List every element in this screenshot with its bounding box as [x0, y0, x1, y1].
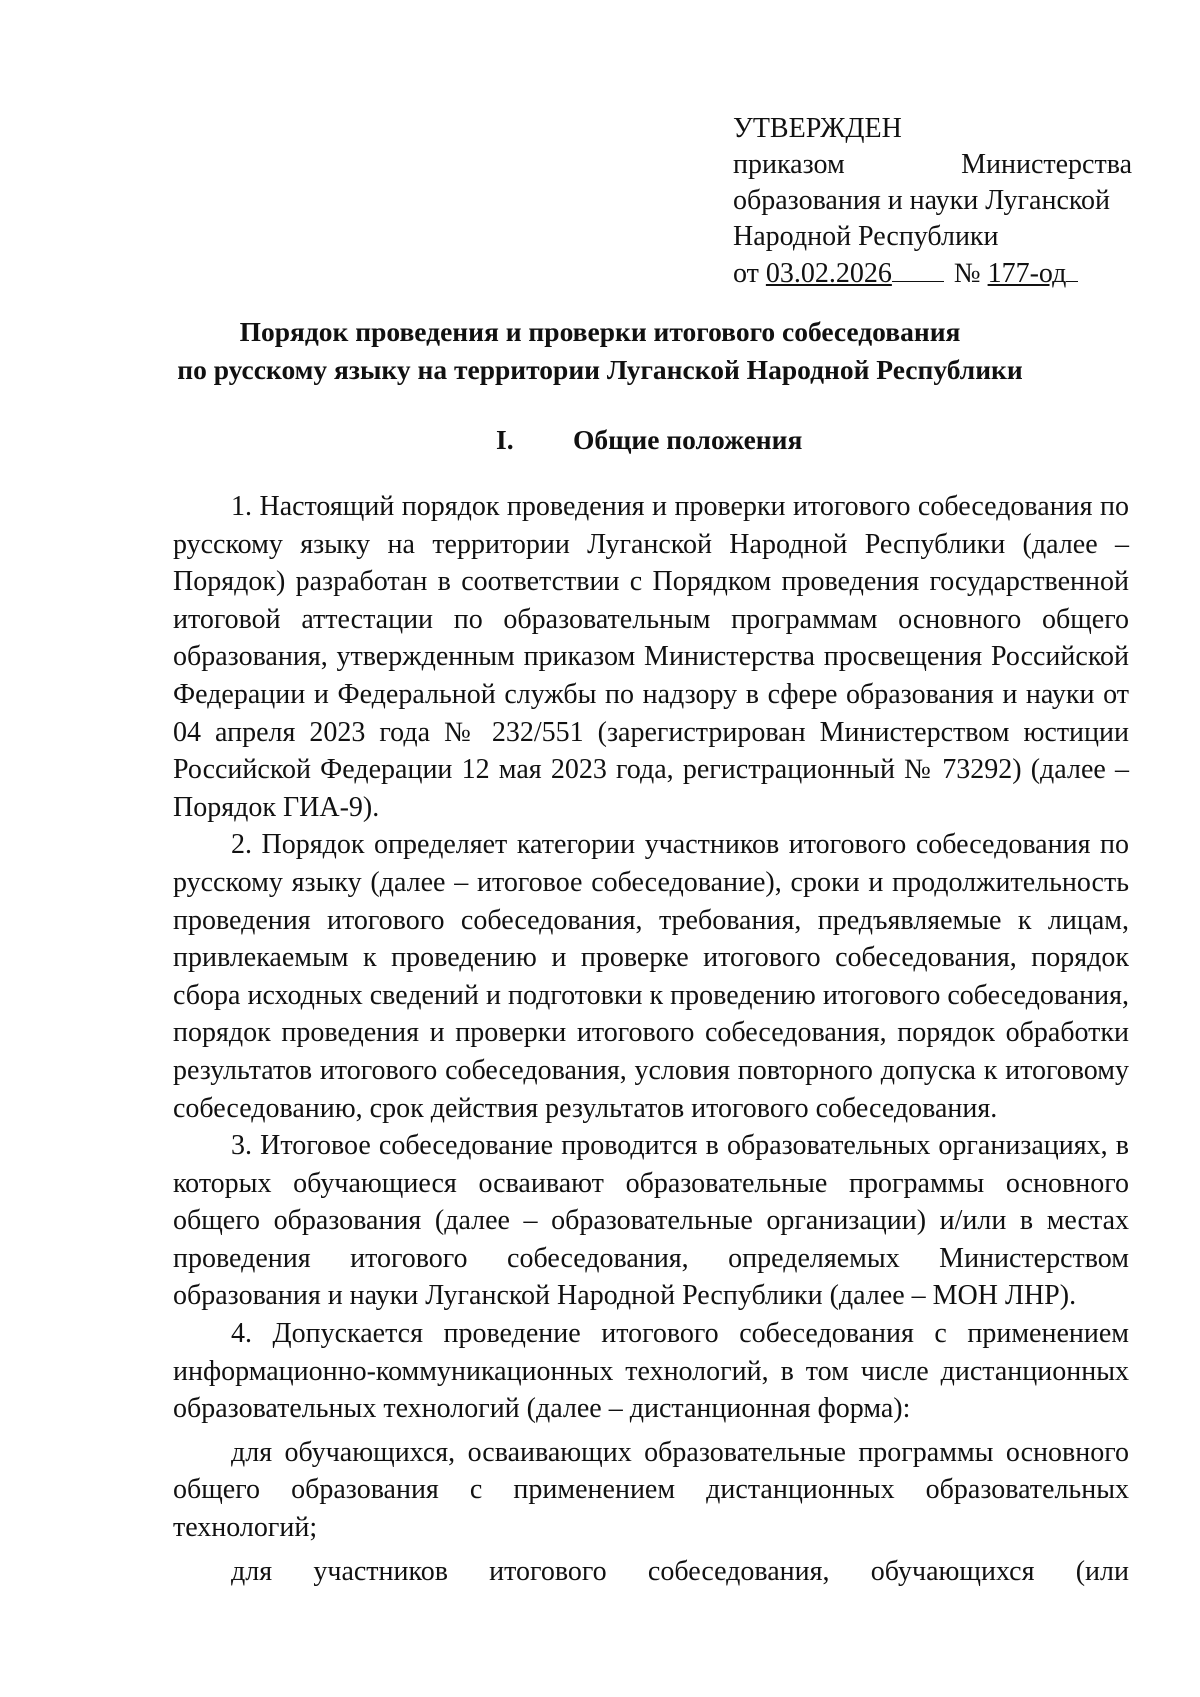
date-underline-blank: [892, 255, 944, 282]
title-line-1: Порядок проведения и проверки итогового собеседования: [239, 316, 961, 347]
section-name: Общие положения: [573, 424, 803, 455]
paragraph-4-item-1: для обучающихся, осваивающих образовательные программы основного общего образования с применением дистанционных образовательных технологий;: [173, 1436, 1129, 1544]
paragraph-4: 4. Допускается проведение итогового собеседования с применением информационно-коммуникационных технологий, в том числе дистанционных образовательных технологий (далее – дистанционная форма):: [173, 1318, 1129, 1425]
approval-date: 03.02.2026: [765, 258, 892, 289]
approval-ministry-name: образования и науки Луганской: [733, 185, 1111, 216]
approval-order-line: [733, 147, 1132, 183]
approval-date-prefix: от: [733, 258, 766, 289]
paragraph-1: 1. Настоящий порядок проведения и проверки итогового собеседования по русскому языку на территории Луганской Народной Республики (далее – Порядок) разработан в соответствии с Порядком проведения государственной итоговой аттестации по образовательным программам основного общего образования, утвержденным приказом Министерства просвещения Российской Федерации и Федеральной службы по надзору в сфере образования и науки от 04 апреля 2023 года № 232/551 (зарегистрирован Министерством юстиции Российской Федерации 12 мая 2023 года, регистрационный № 73292) (далее – Порядок ГИА-9).: [173, 491, 1129, 823]
approval-order-word: приказом: [733, 149, 845, 180]
number-underline-blank: [1066, 255, 1078, 282]
document-title: [0, 313, 1200, 389]
paragraph-2: 2. Порядок определяет категории участников итогового собеседования по русскому языку (далее – итоговое собеседование), сроки и продолжительность проведения итогового собеседования, требования, предъявляемые к лицам, привлекаемым к проведению и проверке итогового собеседования, порядок сбора исходных сведений и подготовки к проведению итогового собеседования, порядок проведения и проверки итогового собеседования, порядок обработки результатов итогового собеседования, условия повторного допуска к итоговому собеседованию, срок действия результатов итогового собеседования.: [173, 829, 1129, 1124]
approval-ministry-word: Министерства: [961, 149, 1132, 180]
approval-date-number-line: [733, 255, 1132, 292]
approval-heading: УТВЕРЖДЕН: [733, 113, 902, 144]
approval-number-prefix: №: [953, 258, 988, 289]
approval-block: [733, 111, 1132, 292]
approval-number: 177-од: [987, 258, 1067, 289]
paragraph-3: 3. Итоговое собеседование проводится в образовательных организациях, в которых обучающиеся осваивают образовательные программы основного общего образования (далее – образовательные организации) и/или в местах проведения итогового собеседования, определяемых Министерством образования и науки Луганской Народной Республики (далее – МОН ЛНР).: [173, 1130, 1129, 1312]
section-number: I.: [496, 424, 514, 455]
document-body: [173, 488, 1129, 1590]
paragraph-4-item-2: для участников итогового собеседования, обучающихся (или: [231, 1555, 1129, 1587]
approval-republic-name: Народной Республики: [733, 221, 999, 252]
title-line-2: по русскому языку на территории Луганской Народной Республики: [177, 354, 1023, 385]
